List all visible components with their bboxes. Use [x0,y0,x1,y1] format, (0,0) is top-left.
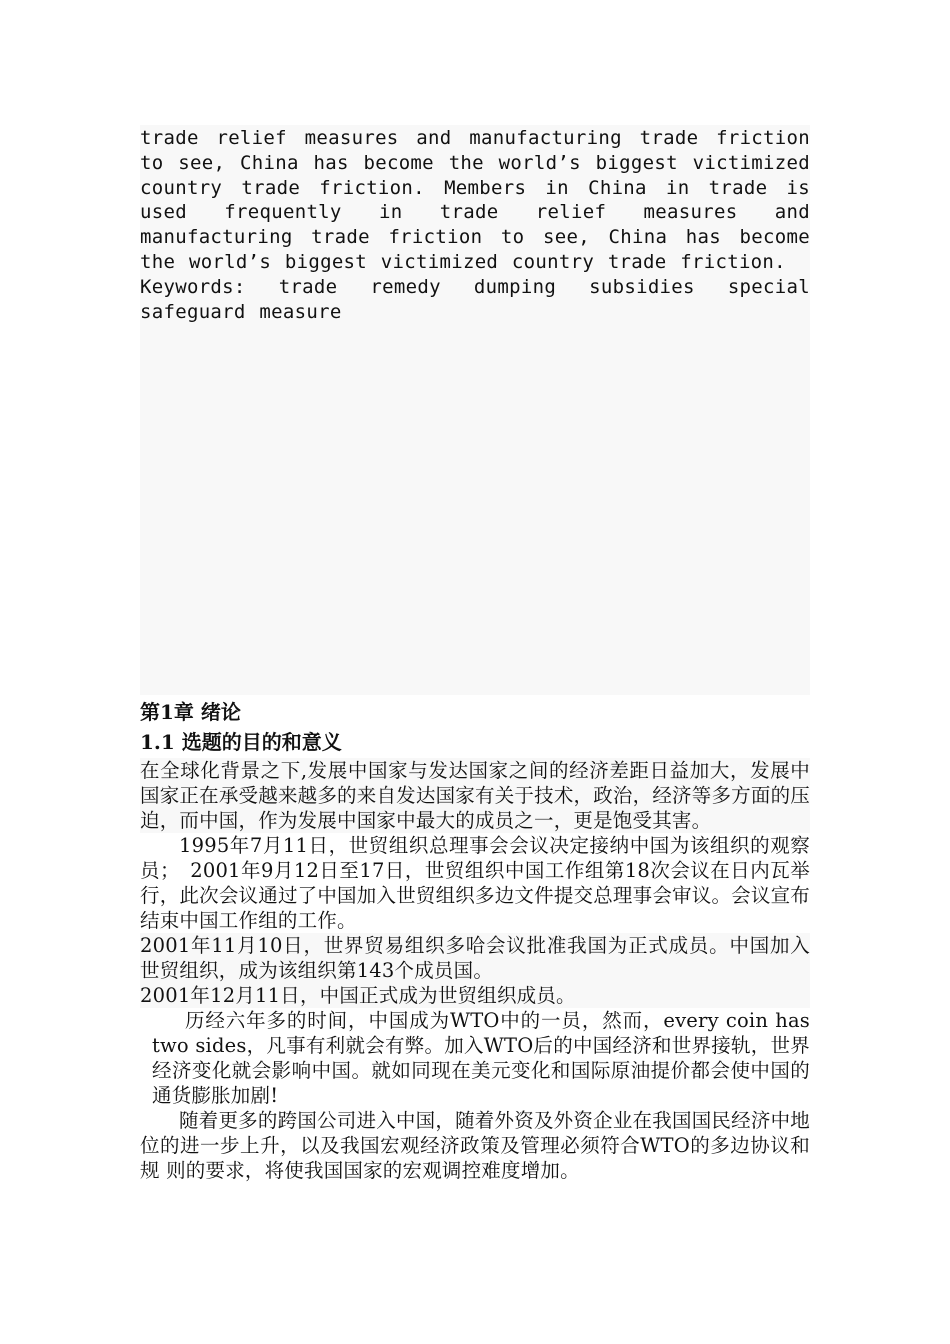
section-title: 1.1 选题的目的和意义 [140,730,342,754]
abstract-paragraph: trade relief measures and manufacturing trade friction to see, China has become the world’s biggest victimized country trade friction. Members in China in trade is used frequently in trade relief measures and manufacturing trade friction to see, China has become the world’s biggest victimized country trade friction. [140,127,810,273]
body-text [140,758,810,1183]
body-paragraph-4: 2001年12月11日，中国正式成为世贸组织成员。 [140,983,810,1008]
body-paragraph-3: 2001年11月10日，世界贸易组织多哈会议批准我国为正式成员。中国加入世贸组织，成为该组织第143个成员国。 [140,934,810,982]
body-paragraph-5: 历经六年多的时间，中国成为WTO中的一员，然而，every coin has two sides，凡事有利就会有弊。加入WTO后的中国经济和世界接轨，世界经济变化就会影响中国。就如同现在美元变化和国际原油提价都会使中国的通货膨胀加剧! [152,1009,810,1107]
body-paragraph-1: 在全球化背景之下,发展中国家与发达国家之间的经济差距日益加大，发展中国家正在承受越来越多的来自发达国家有关于技术，政治，经济等多方面的压迫，而中国，作为发展中国家中最大的成员之一，更是饱受其害。 [140,759,810,832]
body-paragraph-6: 随着更多的跨国公司进入中国，随着外资及外资企业在我国国民经济中地 位的进一步上升，以及我国宏观经济政策及管理必须符合WTO的多边协议和规 则的要求，将使我国国家的宏观调控难度增加。 [140,1109,810,1182]
body-paragraph-2: 1995年7月11日，世贸组织总理事会会议决定接纳中国为该组织的观察员； 2001年9月12日至17日，世贸组织中国工作组第18次会议在日内瓦举行，此次会议通过了中国加入世贸组织多边文件提交总理事会审议。会议宣布结束中国工作组的工作。 [140,834,810,932]
document-page [140,125,810,1183]
chapter-title: 第1章 绪论 [140,700,241,724]
english-abstract [140,125,810,695]
abstract-keywords: Keywords: trade remedy dumping subsidies special safeguard measure [140,275,810,323]
